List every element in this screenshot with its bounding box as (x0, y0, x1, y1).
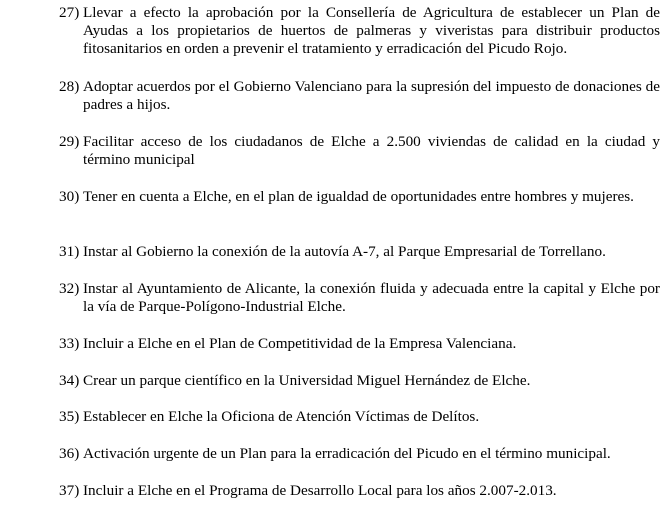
item-text: Instar al Gobierno la conexión de la autovía A-7, al Parque Empresarial de Torrellano. (83, 243, 606, 260)
item-number: 28) (59, 78, 80, 95)
item-number: 31) (59, 243, 80, 260)
item-text: Instar al Ayuntamiento de Alicante, la conexión fluida y adecuada entre la capital y Elche por la vía de Parque-Polígono-Industrial Elche. (83, 280, 660, 316)
item-text: Tener en cuenta a Elche, en el plan de igualdad de oportunidades entre hombres y mujeres. (83, 188, 634, 205)
item-text: Activación urgente de un Plan para la erradicación del Picudo en el término municipal. (83, 445, 611, 462)
item-number: 34) (59, 372, 80, 389)
item-text: Incluir a Elche en el Plan de Competitividad de la Empresa Valenciana. (83, 335, 517, 352)
item-number: 29) (59, 133, 80, 150)
item-text: Adoptar acuerdos por el Gobierno Valenciano para la supresión del impuesto de donaciones de padres a hijos. (83, 78, 660, 114)
item-text: Llevar a efecto la aprobación por la Consellería de Agricultura de establecer un Plan de Ayudas a los propietarios de huertos de palmeras y viveristas para distribuir productos fitosanitarios en orden a prevenir el tratamiento y erradicación del Picudo Rojo. (83, 4, 660, 58)
item-number: 27) (59, 4, 80, 21)
item-text: Crear un parque científico en la Universidad Miguel Hernández de Elche. (83, 372, 531, 389)
item-number: 32) (59, 280, 80, 297)
item-text: Establecer en Elche la Oficiona de Atención Víctimas de Delítos. (83, 408, 480, 425)
item-number: 30) (59, 188, 80, 205)
item-number: 36) (59, 445, 80, 462)
item-number: 33) (59, 335, 80, 352)
item-number: 35) (59, 408, 80, 425)
item-text: Facilitar acceso de los ciudadanos de Elche a 2.500 viviendas de calidad en la ciudad y término municipal (83, 133, 660, 169)
item-text: Incluir a Elche en el Programa de Desarrollo Local para los años 2.007-2.013. (83, 482, 557, 499)
item-number: 37) (59, 482, 80, 499)
